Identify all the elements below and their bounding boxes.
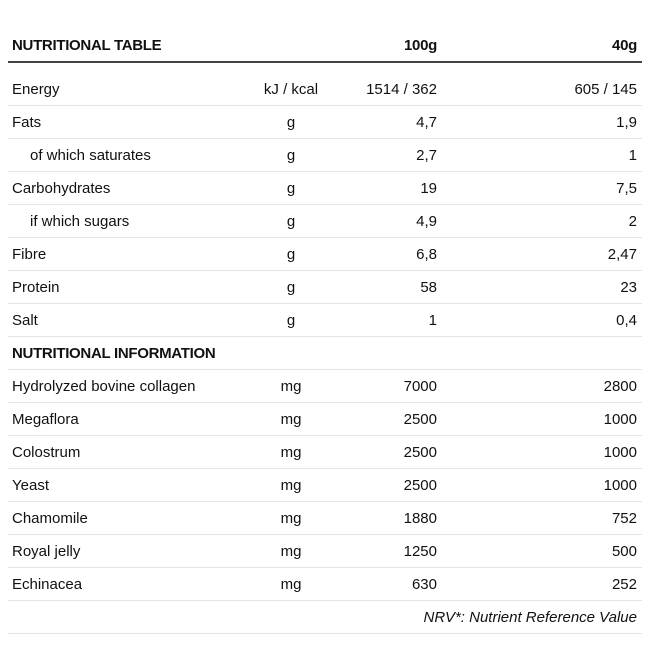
row-name: Fibre <box>12 246 47 263</box>
row-value-100g: 58 <box>420 279 437 296</box>
row-value-40g: 2 <box>628 213 637 230</box>
footnote: NRV*: Nutrient Reference Value <box>423 609 637 626</box>
table-row <box>8 469 642 502</box>
row-unit: g <box>286 246 296 263</box>
row-unit: g <box>286 312 296 329</box>
row-unit: mg <box>280 576 302 593</box>
row-name: Fats <box>12 114 42 131</box>
row-value-100g: 4,7 <box>416 114 437 131</box>
row-value-40g: 1,9 <box>616 114 637 131</box>
table-row <box>8 139 642 172</box>
row-unit: mg <box>280 411 302 428</box>
row-value-40g: 1000 <box>603 411 637 428</box>
row-value-40g: 605 / 145 <box>574 81 637 98</box>
table-row <box>8 370 642 403</box>
row-name: Yeast <box>12 477 49 494</box>
row-value-40g: 1000 <box>603 477 637 494</box>
row-unit: mg <box>280 444 302 461</box>
row-value-100g: 1514 / 362 <box>366 81 437 98</box>
row-value-100g: 2,7 <box>416 147 437 164</box>
row-unit: g <box>286 147 296 164</box>
table-row <box>8 271 642 304</box>
row-value-40g: 23 <box>620 279 637 296</box>
row-value-40g: 2,47 <box>607 246 637 263</box>
row-name: Salt <box>12 312 38 329</box>
row-name: Colostrum <box>12 444 81 461</box>
row-name: Echinacea <box>12 576 83 593</box>
table-row <box>8 403 642 436</box>
table-title: NUTRITIONAL TABLE <box>12 37 162 54</box>
row-value-40g: 7,5 <box>616 180 637 197</box>
row-name: Carbohydrates <box>12 180 111 197</box>
row-value-40g: 752 <box>611 510 637 527</box>
footnote-row <box>8 601 642 634</box>
row-name: Protein <box>12 279 60 296</box>
table-row <box>8 238 642 271</box>
row-value-40g: 0,4 <box>616 312 637 329</box>
table-row <box>8 535 642 568</box>
row-value-100g: 7000 <box>403 378 437 395</box>
row-unit: g <box>286 213 296 230</box>
table-row <box>8 502 642 535</box>
row-value-40g: 1 <box>628 147 637 164</box>
table-row <box>8 568 642 601</box>
nutrition-rows <box>8 73 642 337</box>
row-value-40g: 2800 <box>603 378 637 395</box>
row-value-40g: 252 <box>611 576 637 593</box>
table-row <box>8 304 642 337</box>
row-name: Royal jelly <box>12 543 81 560</box>
info-section-header <box>8 337 642 370</box>
row-unit: mg <box>280 477 302 494</box>
row-unit: mg <box>280 543 302 560</box>
table-row <box>8 106 642 139</box>
row-unit: kJ / kcal <box>263 81 319 98</box>
table-header <box>8 28 642 63</box>
row-unit: g <box>286 114 296 131</box>
row-value-100g: 1250 <box>403 543 437 560</box>
row-value-100g: 4,9 <box>416 213 437 230</box>
row-value-100g: 1 <box>428 312 437 329</box>
row-unit: g <box>286 180 296 197</box>
row-name: Megaflora <box>12 411 79 428</box>
row-value-100g: 2500 <box>403 444 437 461</box>
row-name: Hydrolyzed bovine collagen <box>12 378 196 395</box>
row-value-100g: 2500 <box>403 477 437 494</box>
row-value-40g: 500 <box>611 543 637 560</box>
row-unit: mg <box>280 510 302 527</box>
table-row <box>8 205 642 238</box>
row-name: of which saturates <box>30 147 151 164</box>
info-rows <box>8 370 642 601</box>
row-value-100g: 2500 <box>403 411 437 428</box>
row-unit: g <box>286 279 296 296</box>
row-value-40g: 1000 <box>603 444 637 461</box>
info-section-title: NUTRITIONAL INFORMATION <box>12 345 216 362</box>
row-name: Energy <box>12 81 60 98</box>
row-value-100g: 6,8 <box>416 246 437 263</box>
row-name: Chamomile <box>12 510 88 527</box>
table-row <box>8 73 642 106</box>
row-unit: mg <box>280 378 302 395</box>
column-header-100g: 100g <box>404 37 437 54</box>
column-header-40g: 40g <box>612 37 637 54</box>
row-value-100g: 1880 <box>403 510 437 527</box>
row-value-100g: 630 <box>411 576 437 593</box>
table-row <box>8 172 642 205</box>
table-row <box>8 436 642 469</box>
nutrition-table <box>8 28 642 634</box>
row-name: if which sugars <box>30 213 130 230</box>
row-value-100g: 19 <box>420 180 437 197</box>
